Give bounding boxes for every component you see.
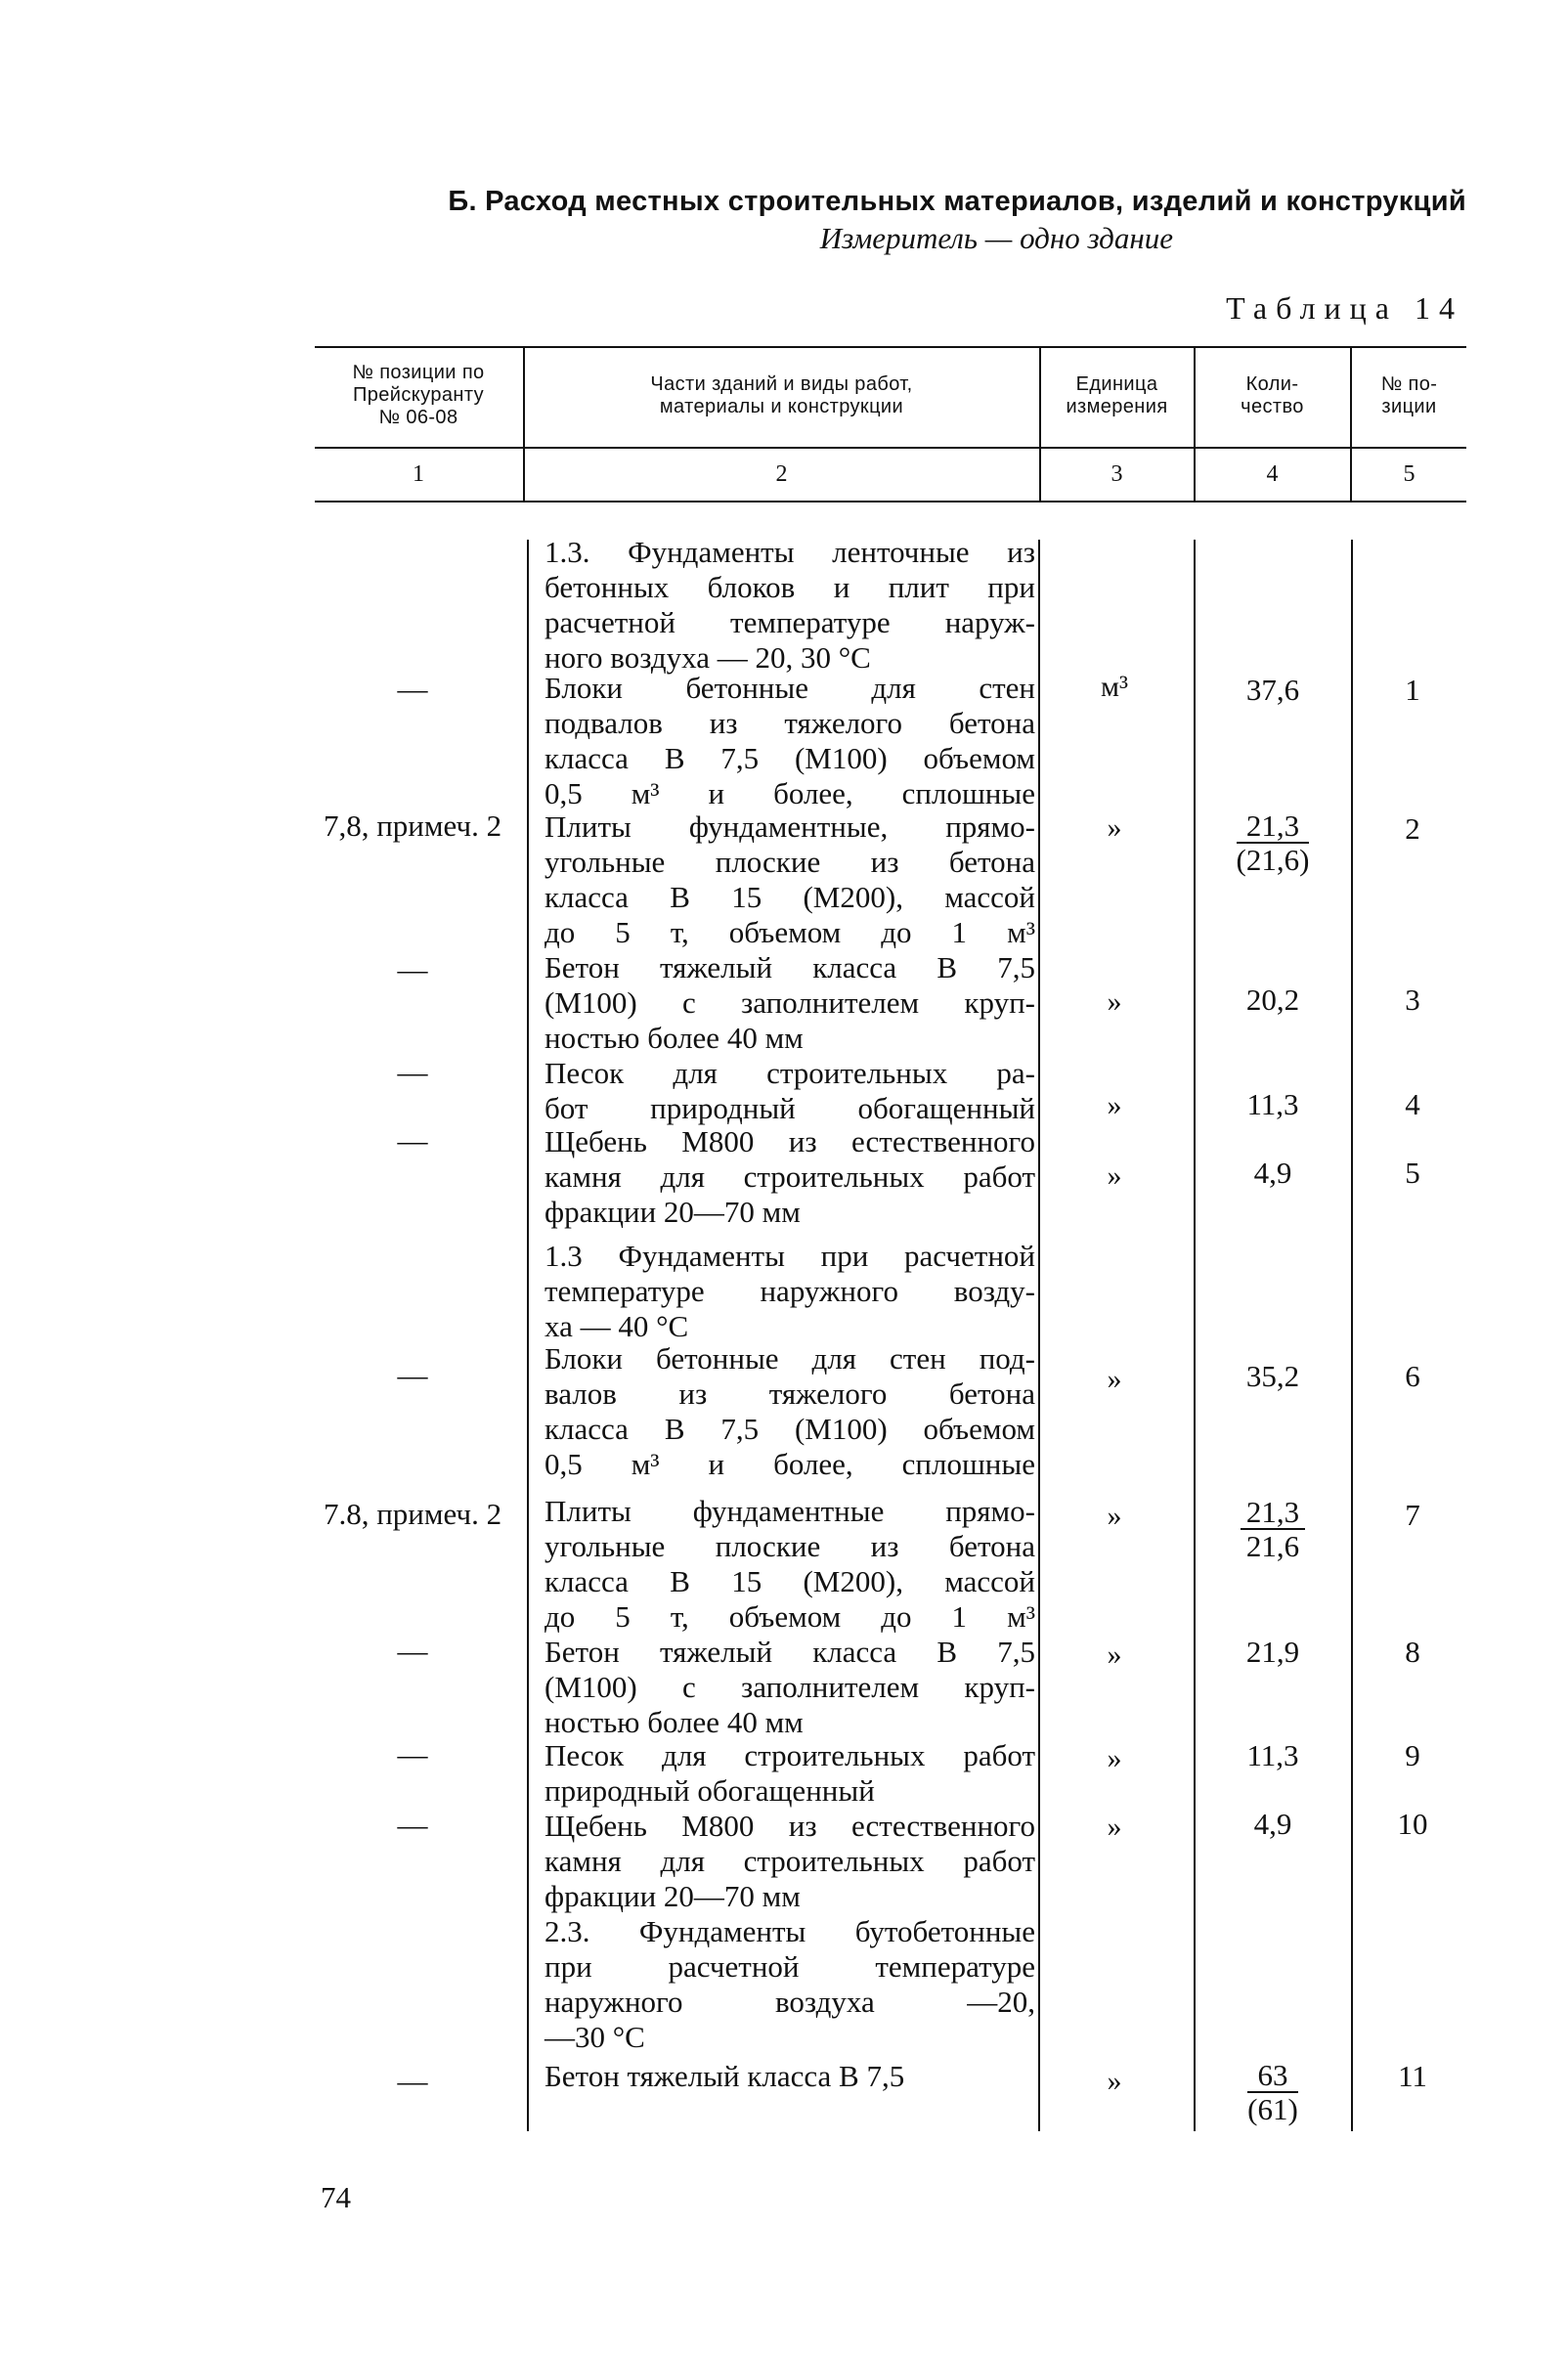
table-row-quantity: 11,3 [1246, 1738, 1299, 1772]
table-row-description: Бетон тяжелый класса В 7,5 (М100) с заполнителем круп- ностью более 40 мм [544, 1635, 1035, 1739]
numbers-bottom-rule [315, 501, 1466, 502]
header-bottom-rule [315, 447, 1466, 449]
column-number-4: 4 [1266, 461, 1279, 487]
column-header-quantity: Коли- чество [1241, 373, 1304, 417]
table-row-position: — [397, 1358, 428, 1392]
table-row-item-no: 3 [1405, 983, 1420, 1017]
table-row-quantity: 11,3 [1246, 1087, 1299, 1121]
table-row-description: Плиты фундаментные, прямо- угольные плоские из бетона класса В 15 (М200), массой до 5 т, объемом до 1 м³ [544, 809, 1035, 949]
table-row-unit: » [1107, 2065, 1122, 2097]
table-row-description: Песок для строительных работ природный обогащенный [544, 1738, 1035, 1808]
table-row-quantity: $\frac{21,3}{(21,6)}$ [1236, 808, 1310, 877]
table-row-position: 7,8, примеч. 2 [323, 808, 502, 843]
table-row-item-no: 11 [1398, 2059, 1427, 2093]
table-row-quantity: 21,9 [1245, 1635, 1300, 1669]
column-number-3: 3 [1111, 461, 1123, 487]
table-row-position: — [397, 1808, 428, 1842]
table-row-item-no: 6 [1405, 1359, 1420, 1393]
table-row-unit: » [1107, 1159, 1122, 1192]
body-divider-4 [1351, 540, 1353, 2131]
table-row-position: — [397, 1737, 428, 1771]
table-row-unit: » [1107, 811, 1122, 844]
table-row-item-no: 2 [1405, 811, 1420, 846]
table-row-quantity: 35,2 [1245, 1359, 1300, 1393]
table-row-item-no: 7 [1405, 1498, 1420, 1532]
table-top-rule [315, 346, 1466, 348]
table-row-position: 7.8, примеч. 2 [323, 1497, 502, 1531]
column-header-unit: Единица измерения [1066, 373, 1168, 417]
table-row-position: — [397, 1055, 428, 1089]
table-row-item-no: 4 [1405, 1087, 1420, 1121]
column-number-2: 2 [775, 461, 788, 487]
table-row-item-no: 1 [1405, 673, 1420, 707]
table-row-position: — [397, 1634, 428, 1668]
column-header-position: № позиции по Прейскуранту № 06-08 [352, 362, 485, 428]
table-row-position: — [397, 2064, 428, 2098]
section-heading: 2.3. Фундаменты бутобетонные при расчетной температуре наружного воздуха —20, —30 °С [544, 1914, 1035, 2054]
column-header-works: Части зданий и виды работ, материалы и конструкции [650, 373, 913, 417]
table-row-unit: » [1107, 1363, 1122, 1395]
table-row-description: Плиты фундаментные прямо- угольные плоские из бетона класса В 15 (М200), массой до 5 т, объемом до 1 м³ [544, 1494, 1035, 1634]
section-title: Б. Расход местных строительных материалов, изделий и конструкций [448, 186, 1466, 217]
table-row-item-no: 9 [1405, 1738, 1420, 1772]
column-header-item-no: № по- зиции [1380, 373, 1438, 417]
measurement-unit-subtitle: Измеритель — одно здание [819, 221, 1173, 255]
body-divider-3 [1194, 540, 1196, 2131]
table-row-description: Блоки бетонные для стен подвалов из тяжелого бетона класса В 7,5 (М100) объемом 0,5 м³ и более, сплошные [544, 671, 1035, 810]
table-label: Таблица 14 [1226, 290, 1463, 326]
table-row-unit: м³ [1101, 671, 1128, 703]
body-divider-1 [527, 540, 529, 2131]
section-heading: 1.3. Фундаменты ленточные из бетонных блоков и плит при расчетной температуре наруж- ного воздуха — 20, 30 °С [544, 535, 1035, 675]
table-row-quantity: $\frac{21,3}{21,6}$ [1198, 1496, 1348, 1564]
table-row-description: Блоки бетонные для стен под- валов из тяжелого бетона класса В 7,5 (М100) объемом 0,5 м³ и более, сплошные [544, 1341, 1035, 1481]
table-row-item-no: 5 [1405, 1156, 1420, 1190]
table-row-item-no: 10 [1397, 1807, 1428, 1841]
table-row-quantity: 20,2 [1245, 983, 1300, 1017]
table-row-unit: » [1107, 1089, 1122, 1121]
section-heading: 1.3 Фундаменты при расчетной температуре наружного возду- ха — 40 °С [544, 1239, 1035, 1343]
table-row-position: — [397, 1123, 428, 1158]
body-divider-2 [1038, 540, 1040, 2131]
table-row-position: — [397, 952, 428, 986]
table-row-description: Бетон тяжелый класса В 7,5 (М100) с заполнителем круп- ностью более 40 мм [544, 950, 1035, 1055]
column-number-1: 1 [413, 461, 424, 487]
table-row-unit: » [1107, 985, 1122, 1018]
table-row-item-no: 8 [1405, 1635, 1420, 1669]
table-row-position: — [397, 672, 428, 706]
table-row-unit: » [1107, 1638, 1122, 1671]
table-row-description: Щебень М800 из естественного камня для строительных работ фракции 20—70 мм [544, 1809, 1035, 1913]
page-number: 74 [321, 2180, 351, 2214]
table-row-unit: » [1107, 1500, 1122, 1532]
table-row-unit: » [1107, 1742, 1122, 1774]
column-number-5: 5 [1403, 461, 1416, 487]
table-row-description: Бетон тяжелый класса В 7,5 [544, 2059, 905, 2093]
table-row-unit: » [1107, 1811, 1122, 1843]
table-row-quantity: 4,9 [1253, 1156, 1292, 1190]
table-row-quantity: 4,9 [1253, 1807, 1292, 1841]
table-row-description: Щебень М800 из естественного камня для строительных работ фракции 20—70 мм [544, 1124, 1035, 1229]
table-row-quantity: 37,6 [1245, 673, 1300, 707]
table-row-quantity: $\frac{63}{(61)}$ [1247, 2058, 1298, 2126]
table-row-description: Песок для строительных ра- бот природный обогащенный [544, 1056, 1035, 1125]
